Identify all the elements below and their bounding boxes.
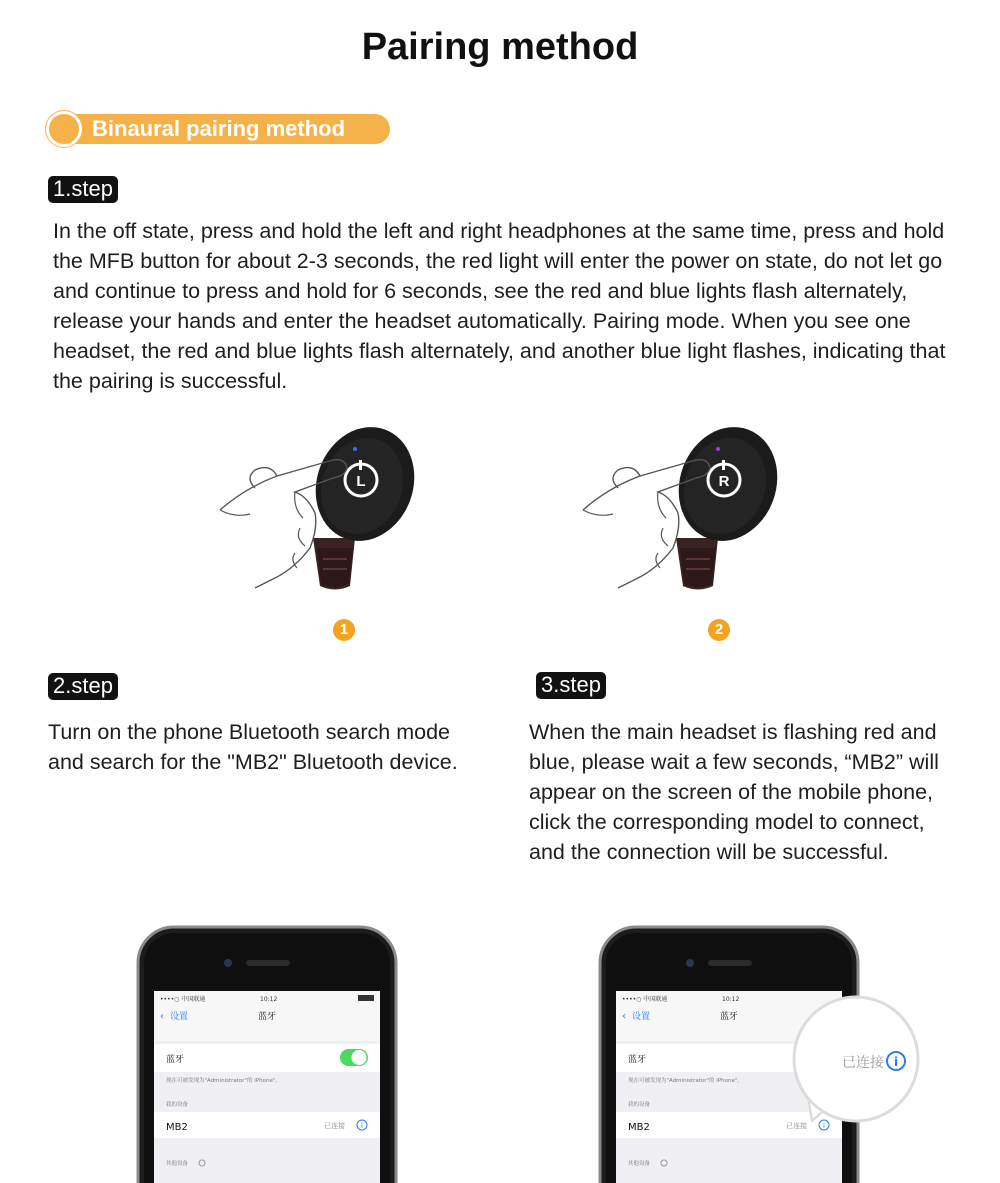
svg-text:i: i bbox=[361, 1122, 363, 1130]
step-2-text: Turn on the phone Bluetooth search mode and search for the "MB2" Bluetooth device. bbox=[48, 720, 458, 774]
device-status: 已连接 bbox=[786, 1122, 807, 1130]
page-title: Pairing method bbox=[361, 26, 639, 68]
discoverable-note: 现在可被发现为"Administrator"的 iPhone"。 bbox=[166, 1078, 281, 1084]
device-name: MB2 bbox=[628, 1122, 650, 1133]
svg-text:••••○ 中国联通: ••••○ 中国联通 bbox=[160, 996, 206, 1003]
phone-mockup-2 bbox=[598, 925, 928, 1183]
hand-pressing-earbud-icon bbox=[578, 418, 783, 593]
step-2-tag: 2.step bbox=[48, 673, 118, 700]
svg-text:‹: ‹ bbox=[160, 1011, 164, 1022]
hand-pressing-earbud-icon bbox=[215, 418, 420, 593]
magnified-status: 已连接 bbox=[842, 1055, 884, 1071]
svg-text:i: i bbox=[823, 1122, 825, 1130]
step-1-text: In the off state, press and hold the left and right headphones at the same time, press and hold the MFB button for about 2-3 seconds, the red light will enter the power on state, do not let go and continue to press and hold for 6 seconds, see the red and blue lights flash alternately, release your hands and enter the headset automatically. Pairing mode. When you see one headset, the red and blue lights flash alternately, and another blue light flashes, indicating that the pairing is successful. bbox=[53, 219, 946, 393]
back-label: 设置 bbox=[632, 1012, 651, 1022]
earbud-letter-l: L bbox=[356, 473, 366, 490]
screen-title: 蓝牙 bbox=[719, 1012, 739, 1022]
section-banner bbox=[46, 111, 390, 147]
step-3-tag: 3.step bbox=[536, 672, 606, 699]
phone-mockup-1 bbox=[136, 925, 398, 1183]
status-time: 10:12 bbox=[260, 996, 278, 1003]
discoverable-note: 现在可被发现为"Administrator"的 iPhone"。 bbox=[628, 1078, 743, 1084]
back-label: 设置 bbox=[170, 1012, 189, 1022]
status-time: 10:12 bbox=[722, 996, 740, 1003]
my-devices-header: 我的设备 bbox=[166, 1102, 189, 1108]
device-name: MB2 bbox=[166, 1122, 188, 1133]
bluetooth-label: 蓝牙 bbox=[166, 1055, 185, 1065]
step-1-tag: 1.step bbox=[48, 176, 118, 203]
bluetooth-label: 蓝牙 bbox=[628, 1055, 647, 1065]
other-devices-header: 其他设备 bbox=[166, 1161, 189, 1167]
device-status: 已连接 bbox=[324, 1122, 345, 1130]
svg-text:i: i bbox=[893, 1055, 899, 1069]
my-devices-header: 我的设备 bbox=[628, 1102, 651, 1108]
illustration-1-badge: 1 bbox=[333, 619, 355, 641]
other-devices-header: 其他设备 bbox=[628, 1161, 651, 1167]
step-3-text: When the main headset is flashing red and blue, please wait a few seconds, “MB2” will appear on the screen of the mobile phone, click the corresponding model to connect, and the connection will be successful. bbox=[529, 720, 939, 864]
banner-label: Binaural pairing method bbox=[92, 116, 346, 141]
banner-circle bbox=[46, 111, 82, 147]
earbud-letter-r: R bbox=[718, 473, 730, 490]
svg-text:••••○ 中国联通: ••••○ 中国联通 bbox=[622, 996, 668, 1003]
illustration-2-badge: 2 bbox=[708, 619, 730, 641]
svg-text:‹: ‹ bbox=[622, 1011, 626, 1022]
screen-title: 蓝牙 bbox=[257, 1012, 277, 1022]
